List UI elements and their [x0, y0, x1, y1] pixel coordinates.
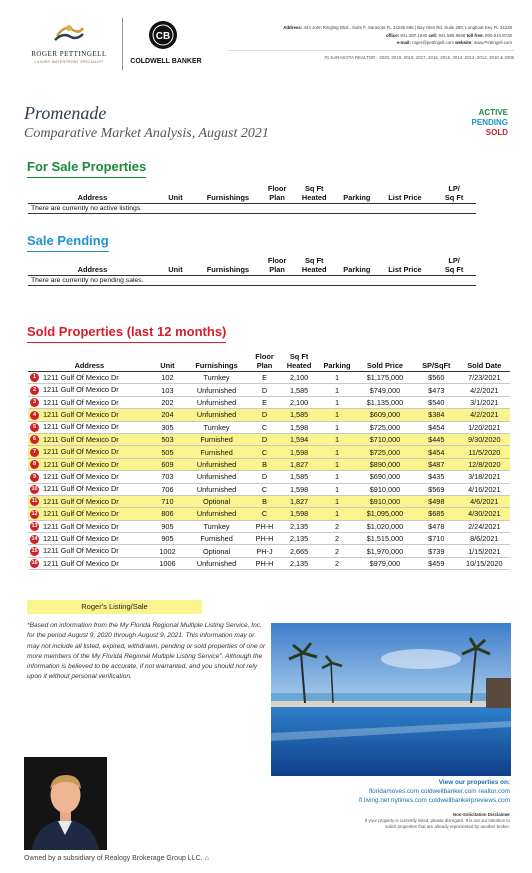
cell-parking: 2 [318, 533, 356, 545]
cell-parking: 1 [318, 372, 356, 384]
row-number-badge: 6 [30, 435, 39, 444]
row-number-badge: 1 [30, 373, 39, 382]
listing-sites-line-1[interactable]: floridamoves.com coldwellbanker.com realtor.com [368, 788, 510, 795]
cell-address [28, 533, 151, 545]
cell-parking: 1 [318, 396, 356, 408]
cell-sqft: 2,665 [280, 545, 318, 557]
cell-address [28, 372, 151, 384]
agent-portrait [24, 757, 107, 850]
cell-date: 12/8/2020 [459, 458, 510, 470]
cell-sold-price: $710,000 [356, 433, 414, 445]
cell-furnishings: Unfurnished [184, 409, 249, 421]
table-row [28, 433, 510, 445]
cell-sold-price: $725,000 [356, 421, 414, 433]
row-number-badge: 4 [30, 411, 39, 420]
cell-date: 4/2/2021 [459, 409, 510, 421]
row-number-badge: 9 [30, 473, 39, 482]
pool-photo [271, 623, 511, 776]
row-address: 1211 Gulf Of Mexico Dr [43, 496, 119, 506]
cell-plan: PH-J [249, 545, 280, 557]
col-sp-sqft: SP/SqFt [422, 360, 451, 370]
website-link[interactable]: www.Pettingell.com [473, 40, 512, 45]
cell-date: 2/24/2021 [459, 520, 510, 532]
row-number-badge: 14 [31, 535, 38, 542]
row-address: 1211 Gulf Of Mexico Dr [43, 546, 119, 556]
cell-phone: 941.586.8668 [438, 32, 466, 38]
mls-disclaimer: *Based on information from the My Florida Regional Multiple Listing Service, Inc. for the period August 9, 2020 through August 9, 2021. This information may or may not include all listed, expired, withdrawn, pending or sold properties of one or more members of the My Florida Regional Multiple Listing Service". Although the information is believed to be accurate, if not warranted, and you should not rely upon it without personal verification. [27, 622, 266, 681]
row-address: 1211 Gulf Of Mexico Dr [43, 385, 119, 395]
cell-date: 3/1/2021 [459, 396, 510, 408]
cell-sold-price: $979,000 [356, 557, 414, 569]
agent-portrait-image [24, 757, 107, 850]
cell-plan: C [249, 446, 280, 458]
cell-address [28, 421, 151, 433]
cell-sold-price: $690,000 [356, 471, 414, 483]
table-row [28, 483, 510, 495]
cell-furnishings: Unfurnished [184, 471, 249, 483]
cell-sold-price: $1,515,000 [356, 533, 414, 545]
cell-sqft: 1,598 [280, 483, 318, 495]
row-address: 1211 Gulf Of Mexico Dr [43, 484, 119, 494]
col-floor-plan: Floor Plan [267, 256, 287, 274]
cell-plan: PH-H [249, 557, 280, 569]
cell-date: 4/2/2021 [459, 384, 510, 396]
equal-housing-icon: ⌂ [204, 855, 209, 862]
sold-heading: Sold Properties (last 12 months) [27, 324, 226, 343]
cell-plan: D [249, 433, 280, 445]
cell-address [28, 557, 151, 569]
for-sale-heading: For Sale Properties [27, 159, 146, 178]
cell-unit: 1002 [151, 545, 184, 557]
cell-sp-sqft: $540 [414, 396, 459, 408]
cell-address [28, 433, 151, 445]
cell-address [28, 471, 151, 483]
cell-parking: 1 [318, 495, 356, 507]
cell-sqft: 1,598 [280, 446, 318, 458]
cell-unit: 905 [151, 533, 184, 545]
contact-info [212, 24, 512, 47]
col-list-price: List Price [388, 264, 422, 274]
row-number-badge: 15 [31, 547, 38, 554]
col-lp-sqft: LP/ Sq Ft [444, 256, 464, 274]
cell-furnishings: Unfurnished [184, 557, 249, 569]
cell-parking: 1 [318, 458, 356, 470]
cell-furnishings: Turnkey [184, 421, 249, 433]
row-number-badge: 13 [31, 523, 38, 530]
cell-sp-sqft: $435 [414, 471, 459, 483]
cell-furnishings: Optional [184, 545, 249, 557]
cell-parking: 1 [318, 384, 356, 396]
non-solicitation-title: Non-Solicitation Disclaimer [452, 812, 510, 817]
col-sqft: Sq Ft Heated [301, 256, 327, 274]
cell-unit: 103 [151, 384, 184, 396]
cell-sp-sqft: $498 [414, 495, 459, 507]
cell-parking: 1 [318, 409, 356, 421]
table-row [28, 471, 510, 483]
email-link[interactable]: roger@pettingell.com [412, 40, 454, 45]
cell-date: 9/30/2020 [459, 433, 510, 445]
cell-unit: 505 [151, 446, 184, 458]
cell-sp-sqft: $710 [414, 533, 459, 545]
cell-sold-price: $910,000 [356, 483, 414, 495]
email-label: e-mail: [396, 40, 411, 45]
cell-parking: 1 [318, 421, 356, 433]
cell-sqft: 2,100 [280, 396, 318, 408]
cell-sp-sqft: $445 [414, 433, 459, 445]
row-address: 1211 Gulf Of Mexico Dr [43, 558, 119, 568]
cb-name: COLDWELL BANKER [130, 58, 202, 65]
cell-unit: 202 [151, 396, 184, 408]
cell-address [28, 495, 151, 507]
pending-empty-message: There are currently no pending sales. [28, 276, 476, 286]
col-furnishings: Furnishings [206, 192, 250, 202]
cb-seal-icon [148, 20, 178, 50]
cell-plan: E [249, 372, 280, 384]
owned-by-notice: Owned by a subsidiary of Realogy Brokerage Group LLC. ⌂ [24, 855, 209, 862]
non-solicitation-line-1: If your property is currently listed, please disregard. It is not our intention to [364, 818, 510, 823]
cell-date: 3/18/2021 [459, 471, 510, 483]
cell-address [28, 396, 151, 408]
address: 443 John Ringling Blvd., Suite F, Sarasota FL 34236 595 | Bay Isles Rd. Suite 250, Longboat Key FL 34228 [303, 25, 512, 30]
cell-sqft: 1,598 [280, 508, 318, 520]
row-address: 1211 Gulf Of Mexico Dr [43, 509, 119, 519]
cell-parking: 2 [318, 557, 356, 569]
cell-unit: 806 [151, 508, 184, 520]
col-floor-plan: Floor Plan [267, 184, 287, 202]
wave-logo-icon [53, 22, 85, 44]
col-sold-date: Sold Date [467, 360, 502, 370]
cell-date: 1/15/2021 [459, 545, 510, 557]
cell-sp-sqft: $454 [414, 421, 459, 433]
cell-plan: C [249, 421, 280, 433]
cell-plan: B [249, 458, 280, 470]
cell-furnishings: Unfurnished [184, 458, 249, 470]
col-list-price: List Price [388, 192, 422, 202]
cell-sold-price: $609,000 [356, 409, 414, 421]
for-sale-empty-message: There are currently no active listings. [28, 204, 476, 214]
table-row [28, 372, 510, 384]
cell-address [28, 545, 151, 557]
cell-furnishings: Optional [184, 495, 249, 507]
cell-sqft: 2,135 [280, 533, 318, 545]
website-label: website: [455, 40, 473, 45]
cell-parking: 1 [318, 446, 356, 458]
cell-sqft: 2,135 [280, 520, 318, 532]
row-number-badge: 11 [31, 498, 38, 505]
cell-plan: D [249, 471, 280, 483]
cell-unit: 1006 [151, 557, 184, 569]
cell-sp-sqft: $459 [414, 557, 459, 569]
row-address: 1211 Gulf Of Mexico Dr [43, 533, 119, 543]
table-row [28, 495, 510, 507]
cell-date: 4/6/2021 [459, 495, 510, 507]
cell-sold-price: $1,175,000 [356, 372, 414, 384]
cell-date: 7/23/2021 [459, 372, 510, 384]
cell-parking: 1 [318, 483, 356, 495]
cell-plan: C [249, 508, 280, 520]
cell-unit: 503 [151, 433, 184, 445]
table-row [28, 384, 510, 396]
row-number-badge: 7 [30, 448, 39, 457]
cell-sqft: 1,827 [280, 495, 318, 507]
svg-text:CB: CB [155, 31, 171, 42]
cell-sp-sqft: $454 [414, 446, 459, 458]
brand-tagline: LUXURY WATERFRONT SPECIALIST [34, 60, 104, 64]
cell-plan: D [249, 409, 280, 421]
table-row [28, 396, 510, 408]
col-furnishings: Furnishings [206, 264, 250, 274]
cell-sp-sqft: $384 [414, 409, 459, 421]
cell-furnishings: Unfurnished [184, 384, 249, 396]
cell-date: 4/16/2021 [459, 483, 510, 495]
cell-sqft: 1,585 [280, 384, 318, 396]
cell-unit: 703 [151, 471, 184, 483]
cell-sqft: 2,135 [280, 557, 318, 569]
cell-sqft: 2,100 [280, 372, 318, 384]
row-number-badge: 16 [31, 560, 38, 567]
col-unit: Unit [160, 360, 175, 370]
cell-parking: 2 [318, 520, 356, 532]
cell-furnishings: Unfurnished [184, 483, 249, 495]
cell-address [28, 384, 151, 396]
row-number-badge: 12 [31, 510, 38, 517]
cell-sqft: 1,598 [280, 421, 318, 433]
cell-sold-price: $1,020,000 [356, 520, 414, 532]
table-row [28, 520, 510, 532]
cell-plan: B [249, 495, 280, 507]
cell-parking: 2 [318, 545, 356, 557]
roger-pettingell-logo [22, 22, 116, 72]
cell-address [28, 446, 151, 458]
cell-sold-price: $1,970,000 [356, 545, 414, 557]
table-row [28, 421, 510, 433]
cell-sold-price: $910,000 [356, 495, 414, 507]
pool-photo-image [271, 623, 511, 776]
realtor-awards: #1 SARASOTA REALTOR - 2020, 2019, 2018, 2017, 2016, 2015, 2014, 2013, 2012, 2010 & 2008 [324, 55, 514, 60]
non-solicitation-line-2: solicit properties that are already represented by another broker. [385, 824, 510, 829]
row-number-badge: 8 [30, 460, 39, 469]
table-row [28, 557, 510, 569]
tollfree-phone: 800.910.8728 [485, 32, 512, 38]
cell-sqft: 1,827 [280, 458, 318, 470]
cell-date: 11/5/2020 [459, 446, 510, 458]
cell-sold-price: $890,000 [356, 458, 414, 470]
office-label: office: [385, 32, 400, 38]
col-address: Address [77, 192, 108, 202]
cell-sp-sqft: $569 [414, 483, 459, 495]
col-unit: Unit [168, 192, 183, 202]
cell-date: 1/20/2021 [459, 421, 510, 433]
coldwell-banker-logo [126, 20, 206, 68]
table-row [28, 533, 510, 545]
header-divider [122, 18, 123, 70]
address-label: Address: [283, 25, 303, 30]
col-sqft: Sq Ft Heated [301, 184, 327, 202]
non-solicitation [310, 812, 510, 830]
table-row [28, 545, 510, 557]
cell-date: 4/30/2021 [459, 508, 510, 520]
cell-address [28, 520, 151, 532]
sold-table-body [28, 372, 510, 570]
row-address: 1211 Gulf Of Mexico Dr [43, 410, 119, 420]
cell-unit: 305 [151, 421, 184, 433]
col-address: Address [77, 264, 108, 274]
cell-sp-sqft: $685 [414, 508, 459, 520]
cell-address [28, 458, 151, 470]
cell-unit: 102 [151, 372, 184, 384]
cell-parking: 1 [318, 471, 356, 483]
col-sold-price: Sold Price [366, 360, 404, 370]
col-furnishings: Furnishings [195, 360, 238, 370]
row-address: 1211 Gulf Of Mexico Dr [43, 397, 119, 407]
row-address: 1211 Gulf Of Mexico Dr [43, 434, 119, 444]
col-floor-plan: Floor Plan [255, 352, 274, 370]
listing-sites-line-2[interactable]: fl.living.net nytimes.com coldwellbankerpreviews.com [359, 797, 510, 804]
cell-furnishings: Furnished [184, 533, 249, 545]
col-lp-sqft: LP/ Sq Ft [444, 184, 464, 202]
cell-address [28, 508, 151, 520]
cell-sp-sqft: $473 [414, 384, 459, 396]
cell-furnishings: Furnished [184, 433, 249, 445]
table-row [28, 458, 510, 470]
cell-sold-price: $749,000 [356, 384, 414, 396]
cell-plan: E [249, 396, 280, 408]
contact-rule [228, 50, 514, 51]
legend-pending: PENDING [471, 118, 508, 127]
cell-plan: PH-H [249, 533, 280, 545]
cell-furnishings: Turnkey [184, 372, 249, 384]
col-parking: Parking [343, 192, 371, 202]
cell-parking: 1 [318, 433, 356, 445]
office-phone: 941.387.1840 [400, 32, 428, 38]
cell-date: 8/6/2021 [459, 533, 510, 545]
cell-sqft: 1,594 [280, 433, 318, 445]
cell-unit: 710 [151, 495, 184, 507]
row-number-badge: 10 [31, 486, 38, 492]
table-row [28, 508, 510, 520]
cell-sp-sqft: $487 [414, 458, 459, 470]
cell-label: cell: [428, 32, 438, 38]
row-address: 1211 Gulf Of Mexico Dr [43, 459, 119, 469]
pending-heading: Sale Pending [27, 233, 109, 252]
cell-sp-sqft: $478 [414, 520, 459, 532]
table-row [28, 409, 510, 421]
cell-date: 10/15/2020 [459, 557, 510, 569]
cell-unit: 905 [151, 520, 184, 532]
cell-plan: D [249, 384, 280, 396]
cell-sqft: 1,585 [280, 409, 318, 421]
cell-sp-sqft: $739 [414, 545, 459, 557]
row-address: 1211 Gulf Of Mexico Dr [43, 447, 119, 457]
cell-sold-price: $725,000 [356, 446, 414, 458]
cell-sold-price: $1,095,000 [356, 508, 414, 520]
view-properties-heading: View our properties on: [438, 779, 510, 786]
cell-plan: C [249, 483, 280, 495]
cell-unit: 609 [151, 458, 184, 470]
cell-furnishings: Turnkey [184, 520, 249, 532]
cell-address [28, 483, 151, 495]
page-subtitle: Comparative Market Analysis, August 2021 [24, 126, 269, 141]
row-address: 1211 Gulf Of Mexico Dr [43, 472, 119, 482]
row-address: 1211 Gulf Of Mexico Dr [43, 422, 119, 432]
status-legend [438, 108, 508, 138]
col-parking: Parking [343, 264, 371, 274]
cell-unit: 204 [151, 409, 184, 421]
row-number-badge: 5 [30, 423, 39, 432]
cell-sqft: 1,585 [280, 471, 318, 483]
legend-sold: SOLD [485, 128, 508, 137]
cell-parking: 1 [318, 508, 356, 520]
col-sqft: Sq Ft Heated [286, 352, 312, 370]
brand-name: ROGER PETTINGELL [31, 50, 107, 58]
row-address: 1211 Gulf Of Mexico Dr [43, 521, 119, 531]
tollfree-label: toll free: [466, 32, 484, 38]
for-sale-table [28, 185, 476, 214]
listing-key-badge: Roger's Listing/Sale [27, 600, 202, 614]
cell-furnishings: Furnished [184, 446, 249, 458]
sold-table [28, 353, 510, 570]
legend-active: ACTIVE [478, 108, 508, 117]
page-title: Promenade [24, 103, 107, 123]
cell-furnishings: Unfurnished [184, 396, 249, 408]
col-address: Address [74, 360, 105, 370]
cell-sp-sqft: $560 [414, 372, 459, 384]
col-unit: Unit [168, 264, 183, 274]
col-parking: Parking [323, 360, 351, 370]
table-row [28, 446, 510, 458]
pending-table [28, 257, 476, 286]
row-number-badge: 2 [30, 386, 39, 395]
cell-sold-price: $1,135,000 [356, 396, 414, 408]
cell-address [28, 409, 151, 421]
cell-unit: 706 [151, 483, 184, 495]
row-address: 1211 Gulf Of Mexico Dr [43, 372, 119, 382]
view-properties [310, 778, 510, 805]
row-number-badge: 3 [30, 398, 39, 407]
cell-furnishings: Unfurnished [184, 508, 249, 520]
cell-plan: PH-H [249, 520, 280, 532]
